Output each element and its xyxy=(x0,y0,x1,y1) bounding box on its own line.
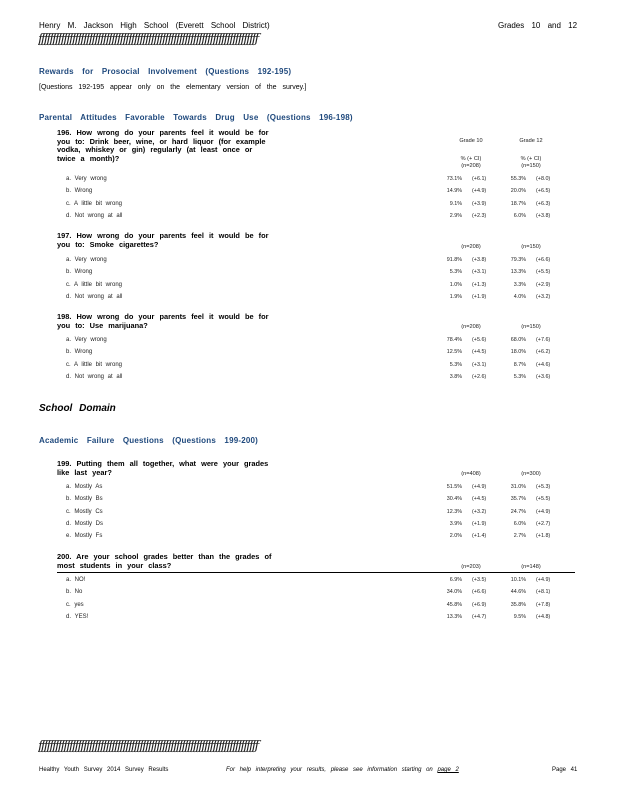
q197-grade12-percent: 79.3% xyxy=(510,257,526,263)
q200-grade10-ci: (+6.6) xyxy=(472,589,487,596)
school-domain-heading: School Domain xyxy=(39,403,116,414)
q197-grade10-percent: 1.0% xyxy=(449,281,462,288)
q196-grade12-percent: 55.3% xyxy=(510,176,526,182)
q198-grade12-percent: 5.3% xyxy=(513,373,526,380)
grade10-header: Grade 10 xyxy=(459,138,483,144)
q198-grade10-ci: (+5.6) xyxy=(472,337,487,343)
q196-option-label: a. Very wrong xyxy=(66,176,107,182)
q200-grade10-percent: 34.0% xyxy=(446,589,462,596)
q197-grade10-percent: 91.8% xyxy=(446,257,462,263)
question-199: 199. Putting them all together, what were your grades like last year? xyxy=(57,459,269,477)
q199-grade10-ci: (+4.9) xyxy=(472,484,487,490)
q199-option-label: b. Mostly Bs xyxy=(66,496,103,503)
q198-grade10-percent: 5.3% xyxy=(449,361,462,368)
q200-option-label: a. NO! xyxy=(66,577,86,583)
q197-grade12-percent: 4.0% xyxy=(513,293,526,300)
q196-option-label: c. A little bit wrong xyxy=(66,200,123,207)
q198-option-label: b. Wrong xyxy=(66,349,93,356)
q197-option-label: b. Wrong xyxy=(66,269,93,276)
q199-grade10-ci: (+4.5) xyxy=(472,496,487,503)
q198-grade12-percent: 8.7% xyxy=(513,361,526,368)
q197-grade12-ci: (+2.9) xyxy=(536,281,551,288)
q199-grade12-ci: (+4.9) xyxy=(536,508,551,515)
school-name: Henry M. Jackson High School (Everett School District) xyxy=(39,21,270,30)
q197-grade10-ci: (+3.1) xyxy=(472,269,487,276)
q196-grade10-ci: (+6.1) xyxy=(472,176,487,182)
q197-grade10-percent: 5.3% xyxy=(449,269,462,276)
q200-grade10-ci: (+4.7) xyxy=(472,613,487,620)
q199-grade12-percent: 31.0% xyxy=(510,484,526,490)
q199-option-label: a. Mostly As xyxy=(66,484,103,490)
q197-grade12-ci: (+3.2) xyxy=(536,293,551,300)
q198-grade10-percent: 12.5% xyxy=(446,349,462,356)
q200-grade12-ci: (+4.8) xyxy=(536,613,551,620)
q200-n12: (n=148) xyxy=(521,564,541,570)
q197-grade10-ci: (+1.3) xyxy=(472,281,487,288)
q197-grade12-ci: (+5.5) xyxy=(536,269,551,276)
footer-help xyxy=(226,767,459,773)
q196-n10: (n=208) xyxy=(461,163,481,169)
q200-grade12-ci: (+7.8) xyxy=(536,601,551,608)
q199-option-label: d. Mostly Ds xyxy=(66,520,104,527)
q196-grade10-percent: 9.1% xyxy=(449,200,462,207)
q200-grade12-percent: 9.5% xyxy=(513,613,526,620)
q197-grade10-percent: 1.9% xyxy=(449,293,462,300)
q198-grade12-percent: 68.0% xyxy=(510,337,526,343)
q197-option-label: d. Not wrong at all xyxy=(66,293,123,300)
q198-option-label: d. Not wrong at all xyxy=(66,373,123,380)
q197-option-label: a. Very wrong xyxy=(66,257,107,263)
q196-grade10-ci: (+3.9) xyxy=(472,200,487,207)
q198-option-label: a. Very wrong xyxy=(66,337,107,343)
q199-grade12-percent: 2.7% xyxy=(513,533,526,540)
rewards-note: [Questions 192-195 appear only on the elementary version of the survey.] xyxy=(39,84,307,91)
q198-grade12-ci: (+3.6) xyxy=(536,373,551,380)
q198-n10: (n=208) xyxy=(461,324,481,330)
q200-grade12-percent: 44.6% xyxy=(510,589,526,596)
q199-grade10-percent: 30.4% xyxy=(446,496,462,503)
q199-grade10-ci: (+1.4) xyxy=(472,533,487,540)
q196-grade10-ci: (+4.9) xyxy=(472,188,487,195)
grade12-header: Grade 12 xyxy=(519,138,543,144)
q199-grade12-ci: (+5.5) xyxy=(536,496,551,503)
footer-help-text: For help interpreting your results, please see information starting on xyxy=(226,767,433,773)
q198-grade12-ci: (+4.6) xyxy=(536,361,551,368)
footer-page-number: Page 41 xyxy=(552,767,578,773)
q196-grade10-percent: 14.9% xyxy=(446,188,462,195)
q200-option-label: c. yes xyxy=(66,601,84,608)
q198-grade10-percent: 78.4% xyxy=(446,337,462,343)
q196-grade10-ci: (+2.3) xyxy=(472,212,487,219)
rewards-heading: Rewards for Prosocial Involvement (Questions 192-195) xyxy=(39,67,292,76)
question-198: 198. How wrong do your parents feel it would be for you to: Use marijuana? xyxy=(57,312,269,330)
q198-grade10-ci: (+4.5) xyxy=(472,349,487,356)
q198-option-label: c. A little bit wrong xyxy=(66,361,123,368)
q196-option-label: b. Wrong xyxy=(66,188,93,195)
q197-grade10-ci: (+1.9) xyxy=(472,293,487,300)
q197-n12: (n=150) xyxy=(521,244,541,250)
q197-grade10-ci: (+3.8) xyxy=(472,257,487,263)
q199-option-label: e. Mostly Fs xyxy=(66,533,103,540)
q196-grade10-percent: 2.9% xyxy=(449,212,462,219)
q199-grade12-ci: (+2.7) xyxy=(536,520,551,527)
q198-grade10-percent: 3.8% xyxy=(449,373,462,380)
academic-heading: Academic Failure Questions (Questions 199-200) xyxy=(39,436,259,445)
footer-help-link[interactable]: page 2 xyxy=(437,767,459,773)
q199-grade10-percent: 51.5% xyxy=(446,484,462,490)
question-197: 197. How wrong do your parents feel it would be for you to: Smoke cigarettes? xyxy=(57,231,269,249)
q199-n12: (n=300) xyxy=(521,471,541,477)
q198-grade10-ci: (+3.1) xyxy=(472,361,487,368)
q199-grade10-ci: (+3.2) xyxy=(472,508,487,515)
q200-grade10-percent: 45.8% xyxy=(446,601,462,608)
header-flourish-line: ƒƒƒƒƒƒƒƒƒƒƒƒƒƒƒƒƒƒƒƒƒƒƒƒƒƒƒƒƒƒƒƒƒƒƒƒƒƒƒƒƒƒƒƒƒƒƒƒƒƒƒƒƒƒƒƒƒƒƒƒƒƒƒƒƒƒƒƒƒƒƒƒƒƒƒƒƒƒ xyxy=(38,32,258,47)
q200-grade12-percent: 10.1% xyxy=(510,577,526,583)
q196-grade12-ci: (+8.0) xyxy=(536,176,551,182)
q197-grade12-percent: 13.3% xyxy=(510,269,526,276)
q200-grade10-percent: 6.9% xyxy=(449,577,462,583)
q200-grade12-percent: 35.8% xyxy=(510,601,526,608)
q199-option-label: c. Mostly Cs xyxy=(66,508,103,515)
question-196: 196. How wrong do your parents feel it would be for you to: Drink beer, wine, or hard liquor (for example vodka, whiskey or gin) regularly (at least once or twice a month)? xyxy=(57,128,269,163)
q200-n10: (n=203) xyxy=(461,564,481,570)
q200-option-label: d. YES! xyxy=(66,613,89,620)
q199-grade10-percent: 2.0% xyxy=(449,533,462,540)
q199-n10: (n=408) xyxy=(461,471,481,477)
parental-heading: Parental Attitudes Favorable Towards Drug Use (Questions 196-198) xyxy=(39,113,353,122)
q198-grade12-ci: (+7.6) xyxy=(536,337,551,343)
footer-flourish-line: ƒƒƒƒƒƒƒƒƒƒƒƒƒƒƒƒƒƒƒƒƒƒƒƒƒƒƒƒƒƒƒƒƒƒƒƒƒƒƒƒƒƒƒƒƒƒƒƒƒƒƒƒƒƒƒƒƒƒƒƒƒƒƒƒƒƒƒƒƒƒƒƒƒƒƒƒƒƒ xyxy=(38,739,258,754)
q198-grade10-ci: (+2.6) xyxy=(472,373,487,380)
q200-grade10-percent: 13.3% xyxy=(446,613,462,620)
q198-n12: (n=150) xyxy=(521,324,541,330)
q199-grade12-percent: 24.7% xyxy=(510,508,526,515)
q199-grade12-percent: 6.0% xyxy=(513,520,526,527)
q199-grade12-ci: (+5.3) xyxy=(536,484,551,490)
q200-grade10-ci: (+3.5) xyxy=(472,577,487,583)
q196-grade12-percent: 6.0% xyxy=(513,212,526,219)
q196-grade12-ci: (+6.5) xyxy=(536,188,551,195)
q196-n12: (n=150) xyxy=(521,163,541,169)
footer-survey-title: Healthy Youth Survey 2014 Survey Results xyxy=(39,767,169,773)
q198-grade12-ci: (+6.2) xyxy=(536,349,551,356)
q198-grade12-percent: 18.0% xyxy=(510,349,526,356)
grade12-ci-header: % (+ CI) xyxy=(520,156,542,162)
q197-n10: (n=208) xyxy=(461,244,481,250)
q199-grade10-ci: (+1.9) xyxy=(472,520,487,527)
q200-grade12-ci: (+4.9) xyxy=(536,577,551,583)
q196-grade10-percent: 73.1% xyxy=(446,176,462,182)
q200-option-label: b. No xyxy=(66,589,83,596)
q199-grade12-percent: 35.7% xyxy=(510,496,526,503)
q197-grade12-ci: (+6.6) xyxy=(536,257,551,263)
q200-grade10-ci: (+6.9) xyxy=(472,601,487,608)
question-200: 200. Are your school grades better than the grades of most students in your class? xyxy=(57,552,272,570)
q196-grade12-ci: (+6.3) xyxy=(536,200,551,207)
q196-option-label: d. Not wrong at all xyxy=(66,212,123,219)
q199-grade10-percent: 3.9% xyxy=(449,520,462,527)
q200-underline xyxy=(57,572,575,573)
q196-grade12-ci: (+3.8) xyxy=(536,212,551,219)
q197-grade12-percent: 3.3% xyxy=(513,281,526,288)
q200-grade12-ci: (+8.1) xyxy=(536,589,551,596)
grade10-ci-header: % (+ CI) xyxy=(460,156,482,162)
grades-label: Grades 10 and 12 xyxy=(498,21,578,30)
q199-grade10-percent: 12.3% xyxy=(446,508,462,515)
q199-grade12-ci: (+1.8) xyxy=(536,533,551,540)
q197-option-label: c. A little bit wrong xyxy=(66,281,123,288)
q196-grade12-percent: 20.0% xyxy=(510,188,526,195)
q196-grade12-percent: 18.7% xyxy=(510,200,526,207)
